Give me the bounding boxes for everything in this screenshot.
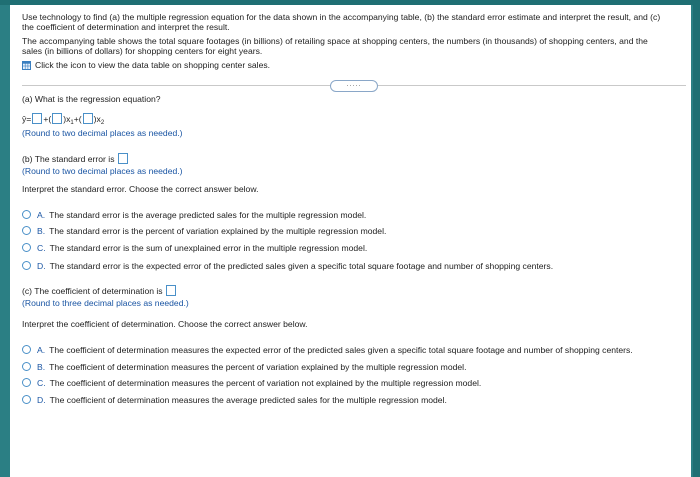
part-a-question: (a) What is the regression equation? [22, 94, 161, 104]
part-b-option-b[interactable]: B. The standard error is the percent of variation explained by the multiple regression model. [22, 226, 386, 236]
part-b-interpret: Interpret the standard error. Choose the correct answer below. [22, 184, 259, 194]
radio-icon[interactable] [22, 210, 31, 219]
problem-line-3: The accompanying table shows the total square footages (in billions) of retailing space at shopping centers, the numbers (in thousands) of shopping centers, and the [22, 36, 648, 46]
intercept-input[interactable] [32, 113, 42, 124]
radio-icon[interactable] [22, 378, 31, 387]
part-c-question: (c) The coefficient of determination is [22, 286, 163, 296]
coefficient-determination-input[interactable] [166, 285, 176, 296]
part-c-option-c[interactable]: C. The coefficient of determination measures the percent of variation not explained by the multiple regression model. [22, 378, 481, 388]
part-b-option-c[interactable]: C. The standard error is the sum of unexplained error in the multiple regression model. [22, 243, 367, 253]
part-c-question-row [22, 285, 177, 296]
regression-equation [22, 113, 104, 128]
paren-close-2: ) [93, 114, 97, 124]
paren-close-1: ) [63, 114, 67, 124]
standard-error-input[interactable] [118, 153, 128, 164]
part-b-question-row [22, 153, 129, 164]
yhat-symbol: ŷ [22, 114, 27, 124]
problem-line-2: the coefficient of determination and interpret the result. [22, 22, 230, 32]
right-scroll-track[interactable] [693, 5, 700, 477]
x2-sub: 2 [100, 120, 105, 126]
part-c-option-d[interactable]: D. The coefficient of determination measures the average predicted sales for the multiple regression model. [22, 395, 447, 405]
part-a-hint: (Round to two decimal places as needed.) [22, 128, 183, 138]
plus-sign-1: + [43, 114, 49, 124]
expand-button[interactable]: ..... [330, 80, 378, 92]
part-c-option-b[interactable]: B. The coefficient of determination measures the percent of variation explained by the multiple regression model. [22, 362, 466, 372]
radio-icon[interactable] [22, 395, 31, 404]
x1-var: x [66, 114, 71, 124]
coef-x1-input[interactable] [52, 113, 62, 124]
equals-sign: = [26, 114, 32, 124]
part-b-question: (b) The standard error is [22, 154, 115, 164]
part-b-option-a[interactable]: A. The standard error is the average predicted sales for the multiple regression model. [22, 210, 366, 220]
problem-line-4: sales (in billions of dollars) for shopping centers for eight years. [22, 46, 263, 56]
radio-icon[interactable] [22, 226, 31, 235]
table-icon[interactable] [22, 61, 31, 70]
x2-var: x [96, 114, 101, 124]
top-accent-bar [0, 0, 700, 5]
left-accent-bar [0, 5, 10, 477]
x1-sub: 1 [70, 120, 74, 126]
data-table-link-text[interactable]: Click the icon to view the data table on shopping center sales. [35, 60, 271, 70]
paren-open-1: ( [48, 114, 52, 124]
radio-icon[interactable] [22, 362, 31, 371]
paren-open-2: ( [78, 114, 82, 124]
plus-sign-2: + [73, 114, 79, 124]
data-table-link-row[interactable] [22, 60, 270, 70]
radio-icon[interactable] [22, 243, 31, 252]
part-c-option-a[interactable]: A. The coefficient of determination measures the expected error of the predicted sales given a specific total square footage and number of shopping centers. [22, 345, 633, 355]
part-b-option-d[interactable]: D. The standard error is the expected error of the predicted sales given a specific total square footage and number of shopping centers. [22, 261, 553, 271]
coef-x2-input[interactable] [83, 113, 93, 124]
part-b-hint: (Round to two decimal places as needed.) [22, 166, 183, 176]
part-c-hint: (Round to three decimal places as needed.) [22, 298, 189, 308]
radio-icon[interactable] [22, 345, 31, 354]
problem-line-1: Use technology to find (a) the multiple regression equation for the data shown in the accompanying table, (b) the standard error estimate and interpret the result, and (c) [22, 12, 661, 22]
part-c-interpret: Interpret the coefficient of determination. Choose the correct answer below. [22, 319, 308, 329]
radio-icon[interactable] [22, 261, 31, 270]
